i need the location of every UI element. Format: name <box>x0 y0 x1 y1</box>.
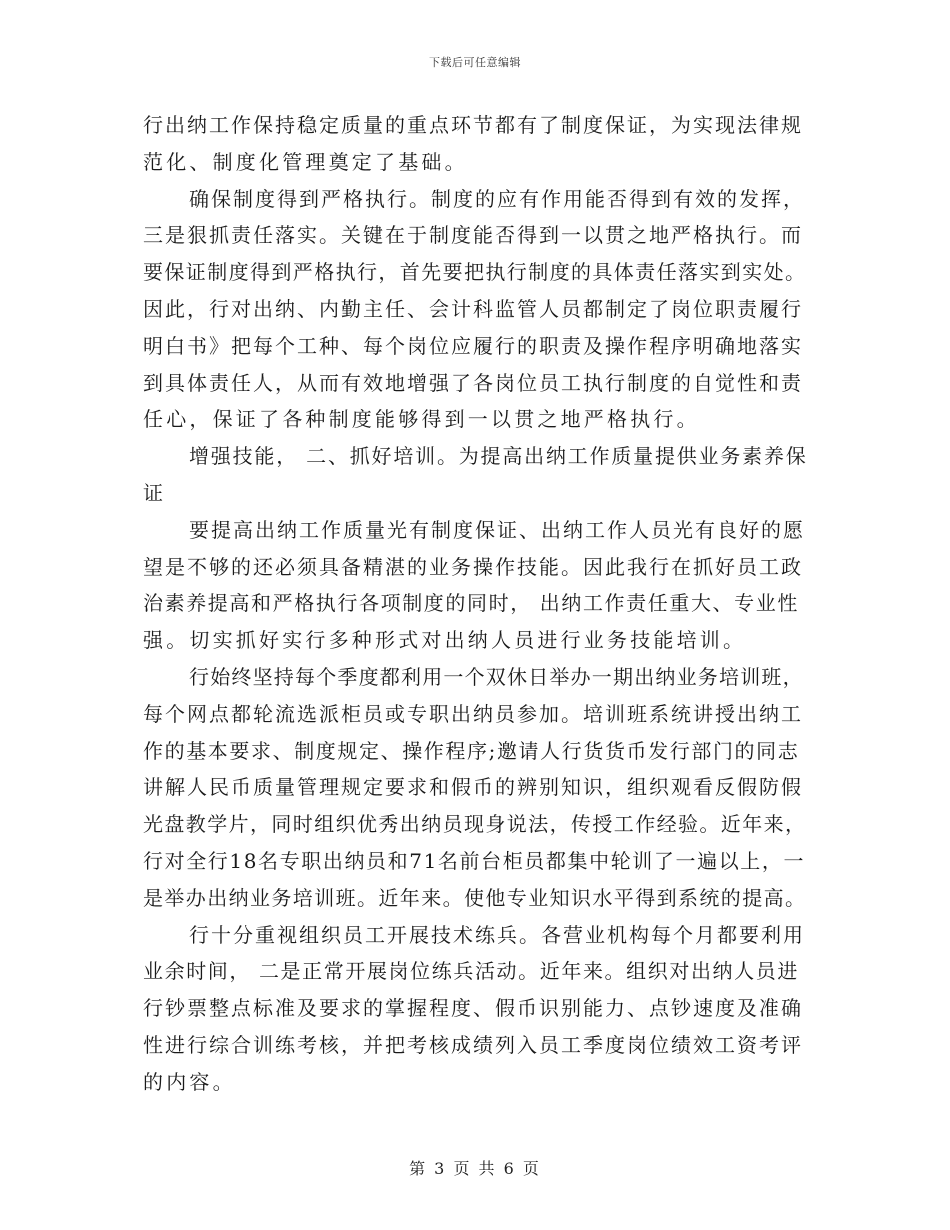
text-line: 范化、制度化管理奠定了基础。 <box>143 149 468 174</box>
text-line: 行钞票整点标准及要求的掌握程度、假币识别能力、点钞速度及准确 <box>143 996 803 1021</box>
text-line: 的内容。 <box>143 1069 236 1094</box>
paragraph-start-line: 行始终坚持每个季度都利用一个双休日举办一期出纳业务培训班， <box>189 664 804 689</box>
text-line: 因此，行对出纳、内勤主任、会计科监管人员都制定了岗位职责履行 <box>143 296 803 321</box>
text-line: 是举办出纳业务培训班。近年来。使他专业知识水平得到系统的提高。 <box>143 885 807 910</box>
text-line: 任心，保证了各种制度能够得到一以贯之地严格执行。 <box>143 407 700 432</box>
text-line: 行对全行18名专职出纳员和71名前台柜员都集中轮训了一遍以上，一 <box>143 848 806 873</box>
document-body <box>143 107 808 1101</box>
paragraph-start-line: 行十分重视组织员工开展技术练兵。各营业机构每个月都要利用 <box>189 922 805 947</box>
text-line: 望是不够的还必须具备精湛的业务操作技能。因此我行在抓好员工政 <box>143 554 803 579</box>
paragraph-start-line: 增强技能， 二、抓好培训。为提高出纳工作质量提供业务素养保 <box>189 444 808 469</box>
text-line: 三是狠抓责任落实。关键在于制度能否得到一以贯之地严格执行。而 <box>143 223 803 248</box>
text-line: 要保证制度得到严格执行，首先要把执行制度的具体责任落实到实处。 <box>143 260 807 285</box>
text-line: 光盘教学片，同时组织优秀出纳员现身说法，传授工作经验。近年来， <box>143 812 807 837</box>
text-line: 治素养提高和严格执行各项制度的同时， 出纳工作责任重大、专业性 <box>143 591 799 616</box>
text-line: 行出纳工作保持稳定质量的重点环节都有了制度保证，为实现法律规 <box>143 113 803 137</box>
text-line: 强。切实抓好实行多种形式对出纳人员进行业务技能培训。 <box>143 628 747 653</box>
text-line: 明白书》把每个工种、每个岗位应履行的职责及操作程序明确地落实 <box>143 333 803 358</box>
page-header-note: 下载后可任意编辑 <box>429 56 521 69</box>
paragraph-start-line: 确保制度得到严格执行。制度的应有作用能否得到有效的发挥， <box>189 186 805 211</box>
text-line: 作的基本要求、制度规定、操作程序;邀请人行货货币发行部门的同志 <box>143 738 800 763</box>
page-number: 第 3 页 共 6 页 <box>409 1159 541 1178</box>
text-line: 业余时间， 二是正常开展岗位练兵活动。近年来。组织对出纳人员进 <box>143 959 799 984</box>
text-line: 证 <box>143 480 167 505</box>
text-line: 性进行综合训练考核，并把考核成绩列入员工季度岗位绩效工资考评 <box>143 1032 803 1057</box>
paragraph-start-line: 要提高出纳工作质量光有制度保证、出纳工作人员光有良好的愿 <box>189 517 805 542</box>
text-line: 到具体责任人，从而有效地增强了各岗位员工执行制度的自觉性和责 <box>143 370 803 395</box>
text-line: 每个网点都轮流选派柜员或专职出纳员参加。培训班系统讲授出纳工 <box>143 701 803 726</box>
text-line: 讲解人民币质量管理规定要求和假币的辨别知识，组织观看反假防假 <box>143 775 803 800</box>
